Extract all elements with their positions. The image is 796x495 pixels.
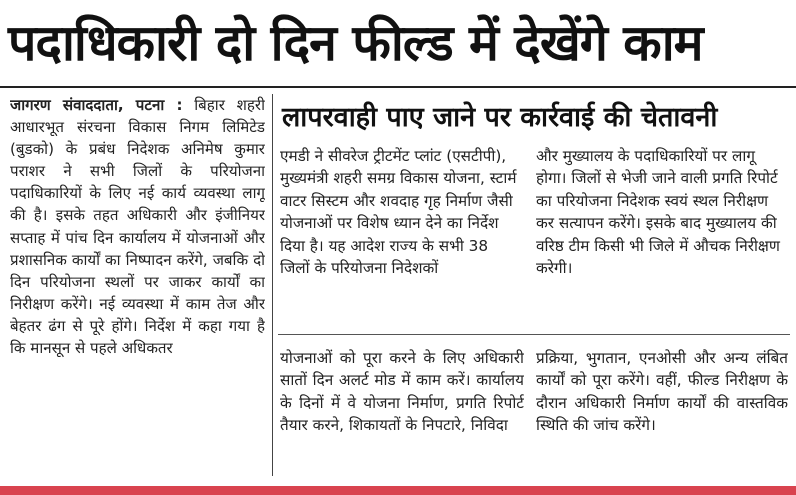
section-divider: [278, 334, 790, 335]
middle-column-top: एमडी ने सीवरेज ट्रीटमेंट प्लांट (एसटीपी), मुख्यमंत्री शहरी समग्र विकास योजना, स्टार्म वाटर सिस्टम और शवदाह गृह निर्माण जैसी योजनाओं पर विशेष ध्यान देने का निर्देश दिया है। यह आदेश राज्य के सभी 38 जिलों के परियोजना निदेशकों: [280, 147, 517, 278]
headline: पदाधिकारी दो दिन फील्ड में देखेंगे काम: [8, 14, 703, 72]
headline-divider: [0, 86, 796, 88]
left-column-text: बिहार शहरी आधारभूत संरचना विकास निगम लिमिटेड (बुडको) के प्रबंध निदेशक अनिमेष कुमार पराशर ने सभी जिलों के परियोजना पदाधिकारियों के लिए नई कार्य व्यवस्था लागू की है। इसके तहत अधिकारी और इंजीनियर सप्ताह में पांच दिन कार्यालय में योजनाओं और प्रशासनिक कार्यों का निष्पादन करेंगे, जबकि दो दिन परियोजना स्थलों पर जाकर कार्यों का निरीक्षण करेंगे। नई व्यवस्था में काम तेज और बेहतर ढंग से पूरे होंगे। निर्देश में कहा गया है कि मानसून से पहले अधिकतर: [10, 96, 265, 358]
bottom-accent-bar: [0, 486, 796, 495]
byline: जागरण संवाददाता, पटना :: [10, 96, 183, 114]
subheadline: लापरवाही पाए जाने पर कार्रवाई की चेतावनी: [282, 102, 718, 133]
right-column-bottom: प्रक्रिया, भुगतान, एनओसी और अन्य लंबित कार्यों को पूरा करेंगे। वहीं, फील्ड निरीक्षण के दौरान अधिकारी निर्माण कार्यों की वास्तविक स्थिति की जांच करेंगे।: [536, 349, 788, 435]
left-column: [10, 94, 265, 474]
column-divider: [272, 94, 273, 476]
middle-column-bottom: योजनाओं को पूरा करने के लिए अधिकारी सातों दिन अलर्ट मोड में काम करें। कार्यालय के दिनों में वे योजना निर्माण, प्रगति रिपोर्ट तैयार करने, शिकायतों के निपटारे, निविदा: [280, 349, 524, 435]
right-column-top: और मुख्यालय के पदाधिकारियों पर लागू होगा। जिलों से भेजी जाने वाली प्रगति रिपोर्ट का परियोजना निदेशक स्वयं स्थल निरीक्षण कर सत्यापन करेंगे। इसके बाद मुख्यालय की वरिष्ठ टीम किसी भी जिले में औचक निरीक्षण करेगी।: [536, 147, 780, 278]
